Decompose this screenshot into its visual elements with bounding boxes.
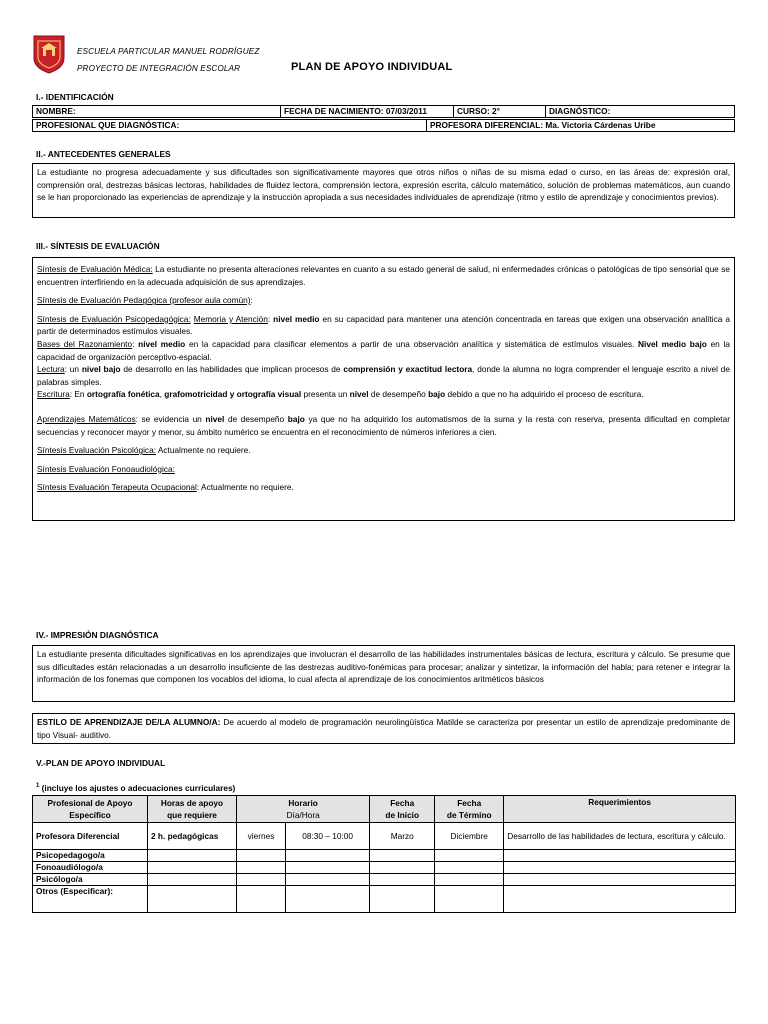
to-label: Síntesis Evaluación Terapeuta Ocupacional bbox=[37, 482, 197, 493]
section-title-antecedentes: II.- ANTECEDENTES GENERALES bbox=[36, 149, 171, 159]
bases-label: Bases del Razonamiento bbox=[37, 338, 133, 349]
row-hora: 08:30 – 10:00 bbox=[286, 823, 370, 850]
header-horario-line2: Día/Hora bbox=[286, 810, 320, 820]
to-paragraph bbox=[37, 481, 730, 494]
empty-cell bbox=[504, 886, 736, 913]
lectura-text-1: : un bbox=[64, 364, 82, 375]
row-inicio: Marzo bbox=[370, 823, 435, 850]
section-title-plan: V.-PLAN DE APOYO INDIVIDUAL bbox=[36, 758, 166, 768]
empty-cell bbox=[504, 874, 736, 886]
empty-cell bbox=[237, 886, 286, 913]
empty-cell bbox=[435, 874, 504, 886]
section-title-identificacion: I.- IDENTIFICACIÓN bbox=[36, 92, 114, 102]
header-termino-line2: de Término bbox=[446, 810, 492, 820]
identification-table bbox=[32, 105, 735, 118]
estilo-label: ESTILO DE APRENDIZAJE DE/LA ALUMNO/A: bbox=[37, 717, 221, 727]
memoria-text: en su capacidad para mantener una atención concentrada en tareas que exigen una observación analítica a partir de determinados estímulos visuales. bbox=[37, 313, 730, 337]
empty-cell bbox=[504, 862, 736, 874]
escritura-bajo: bajo bbox=[428, 389, 446, 400]
bases-text-1: en la capacidad para clasificar elementos a partir de una observación analítica y sistemática de estímulos visuales. bbox=[185, 338, 639, 349]
table-row bbox=[33, 886, 736, 913]
matematicos-nivel: nivel bbox=[205, 413, 225, 424]
table-row bbox=[33, 850, 736, 862]
header-termino bbox=[435, 796, 504, 823]
medica-label: Síntesis de Evaluación Médica: bbox=[37, 264, 153, 274]
bases-colon: : bbox=[132, 338, 139, 349]
escritura-skill-1: ortografía fonética bbox=[86, 389, 160, 400]
identification-table-row2 bbox=[32, 119, 735, 132]
footnote-mark: 1 bbox=[36, 783, 40, 789]
header-inicio bbox=[370, 796, 435, 823]
row-profesional: Profesora Diferencial bbox=[33, 823, 148, 850]
section-title-sintesis: III.- SÍNTESIS DE EVALUACIÓN bbox=[36, 241, 160, 251]
header-horas-line1: Horas de apoyo bbox=[160, 798, 224, 808]
header-horario bbox=[237, 796, 370, 823]
diagnostico-cell: DIAGNÓSTICO: bbox=[546, 106, 735, 118]
empty-cell bbox=[286, 874, 370, 886]
school-crest-logo bbox=[32, 34, 66, 74]
table-row bbox=[33, 862, 736, 874]
row-dia: viernes bbox=[237, 823, 286, 850]
row-horas: 2 h. pedagógicas bbox=[148, 823, 237, 850]
row-profesional: Psicólogo/a bbox=[33, 874, 148, 886]
row-profesional: Fonoaudiólogo/a bbox=[33, 862, 148, 874]
empty-cell bbox=[370, 850, 435, 862]
escritura-skill-2: grafomotricidad y ortografía visual bbox=[164, 389, 302, 400]
lectura-level: nivel bajo bbox=[81, 364, 121, 375]
row-termino: Diciembre bbox=[435, 823, 504, 850]
escritura-paragraph bbox=[37, 388, 730, 401]
empty-cell bbox=[370, 886, 435, 913]
bases-level-2: Nivel medio bajo bbox=[638, 338, 707, 349]
empty-cell bbox=[148, 886, 237, 913]
empty-cell bbox=[237, 850, 286, 862]
impresion-text: La estudiante presenta dificultades significativas en los aprendizajes que involucran el desarrollo de las habilidades instrumentales básicas de lectura, escritura y cálculo. Se presume que sus dificultades están relacionadas a un desarrollo insuficiente de las destrezas auditivo-fonémicas para procesar; analizar y sintetizar, la información del habla; para retener e integrar la información de los fonemas que componen los vocablos del idioma, lo cual afecta al aprendizaje de los conocimientos aritméticos básicos bbox=[37, 649, 730, 685]
header-inicio-line2: de Inicio bbox=[385, 810, 420, 820]
medica-text: La estudiante no presenta alteraciones relevantes en cuanto a su estado general de salud, ni enfermedades crónicas o patológicas de tipo sensorial que se encuentren interfiriendo en la adecuada adquisición de sus aprendizajes. bbox=[37, 264, 730, 287]
psicologica-label: Síntesis Evaluación Psicológica: bbox=[37, 445, 156, 456]
empty-cell bbox=[370, 874, 435, 886]
header-horas bbox=[148, 796, 237, 823]
bases-level-1: nivel medio bbox=[138, 338, 186, 349]
bases-paragraph bbox=[37, 338, 730, 363]
impresion-box bbox=[32, 645, 735, 702]
empty-cell bbox=[370, 862, 435, 874]
header-inicio-line1: Fecha bbox=[390, 798, 415, 808]
escritura-text-4: de desempeño bbox=[368, 389, 429, 400]
lectura-skill: comprensión y exactitud lectora bbox=[343, 364, 473, 375]
fono-label: Síntesis Evaluación Fonoaudiológica: bbox=[37, 463, 175, 474]
row-requerimientos: Desarrollo de las habilidades de lectura, escritura y cálculo. bbox=[504, 823, 736, 850]
empty-cell bbox=[237, 874, 286, 886]
header-profesional-line2: Específico bbox=[69, 810, 111, 820]
psicologica-text: Actualmente no requiere. bbox=[155, 445, 251, 456]
plan-table bbox=[32, 795, 736, 913]
matematicos-bajo: bajo bbox=[287, 413, 305, 424]
plan-note bbox=[36, 780, 235, 794]
nombre-cell: NOMBRE: bbox=[33, 106, 281, 118]
empty-cell bbox=[435, 862, 504, 874]
matematicos-text-2: de desempeño bbox=[224, 413, 288, 424]
row-profesional: Otros (Especificar): bbox=[33, 886, 148, 913]
psico-paragraph bbox=[37, 313, 730, 338]
to-text: : Actualmente no requiere. bbox=[196, 482, 294, 493]
empty-cell bbox=[504, 850, 736, 862]
escritura-text-3: presenta un bbox=[301, 389, 350, 400]
empty-cell bbox=[148, 862, 237, 874]
lectura-text-3: , donde la alumna no logra comprender el lenguaje escrito a nivel de palabras simples. bbox=[37, 364, 730, 387]
profesional-diagnostica-cell: PROFESIONAL QUE DIAGNÓSTICA: bbox=[33, 120, 427, 132]
fono-paragraph bbox=[37, 463, 730, 476]
antecedentes-text: La estudiante no progresa adecuadamente y sus dificultades son significativamente mayores que otros niños o niñas de su misma edad o curso, en las áreas de: expresión oral, comprensión oral, destrezas básicas lectoras, habilidades de fluidez lectora, comprensión lectora, expresión escrita, cálculo matemático, solución de problemas matemáticos, aun cuando se le han proporcionado las experiencias de aprendizaje y la instrucción apropiada a sus necesidades individuales de aprendizaje (ritmo y estilo de aprendizaje y conocimientos previos). bbox=[37, 167, 730, 203]
row-profesional: Psicopedagogo/a bbox=[33, 850, 148, 862]
empty-cell bbox=[435, 886, 504, 913]
escritura-label: Escritura bbox=[37, 389, 70, 400]
estilo-box bbox=[32, 713, 735, 744]
lectura-label: Lectura bbox=[37, 364, 65, 375]
header-profesional-line1: Profesional de Apoyo bbox=[47, 798, 133, 808]
antecedentes-box bbox=[32, 163, 735, 218]
psicologica-paragraph bbox=[37, 444, 730, 457]
memoria-level: nivel medio bbox=[273, 313, 320, 324]
document-title: PLAN DE APOYO INDIVIDUAL bbox=[291, 61, 453, 73]
school-name: ESCUELA PARTICULAR MANUEL RODRÍGUEZ bbox=[77, 47, 260, 56]
pedagogica-paragraph bbox=[37, 294, 730, 307]
psico-label: Síntesis de Evaluación Psicopedagógica: bbox=[37, 313, 191, 324]
empty-cell bbox=[286, 862, 370, 874]
curso-cell: CURSO: 2° bbox=[454, 106, 546, 118]
sintesis-box bbox=[32, 257, 735, 521]
header-horario-line1: Horario bbox=[288, 798, 318, 808]
header-termino-line1: Fecha bbox=[457, 798, 482, 808]
empty-cell bbox=[148, 850, 237, 862]
header-requerimientos: Requerimientos bbox=[504, 796, 736, 823]
header-horas-line2: que requiere bbox=[167, 810, 217, 820]
escritura-nivel: nivel bbox=[349, 389, 369, 400]
table-row bbox=[33, 874, 736, 886]
medica-paragraph bbox=[37, 263, 730, 288]
header-profesional bbox=[33, 796, 148, 823]
matematicos-label: Aprendizajes Matemáticos bbox=[37, 413, 136, 424]
matematicos-paragraph bbox=[37, 413, 730, 438]
empty-cell bbox=[286, 850, 370, 862]
empty-cell bbox=[237, 862, 286, 874]
estilo-text: De acuerdo al modelo de programación neurolingüística Matilde se caracteriza por presentar un estilo de aprendizaje predominante de tipo Visual- auditivo. bbox=[37, 717, 730, 740]
table-row bbox=[33, 823, 736, 850]
bases-text-2: en la capacidad de organización perceptivo-espacial. bbox=[37, 338, 730, 362]
escritura-text-5: debido a que no ha adquirido el proceso de escritura. bbox=[445, 389, 644, 400]
section-title-impresion: IV.- IMPRESIÓN DIAGNÓSTICA bbox=[36, 630, 159, 640]
plan-note-text: (incluye los ajustes o adecuaciones curriculares) bbox=[39, 782, 236, 793]
memoria-colon: : bbox=[267, 313, 274, 324]
matematicos-text-3: ya que no ha adquirido los automatismos de la suma y la resta con reserva, presenta dificultad en completar secuencias y reconocer mayor y menor, su ámbito numérico se encuentra en el reconocimiento de números inferiores a cien. bbox=[37, 413, 730, 437]
lectura-text-2: de desarrollo en las habilidades que implican procesos de bbox=[120, 364, 344, 375]
plan-header-row bbox=[33, 796, 736, 823]
project-name: PROYECTO DE INTEGRACIÓN ESCOLAR bbox=[77, 64, 241, 73]
pedagogica-colon: : bbox=[250, 295, 253, 306]
memoria-label: Memoria y Atención bbox=[193, 313, 268, 324]
empty-cell bbox=[435, 850, 504, 862]
fecha-nacimiento-cell: FECHA DE NACIMIENTO: 07/03/2011 bbox=[281, 106, 454, 118]
escritura-text-2: , bbox=[159, 389, 165, 400]
empty-cell bbox=[148, 874, 237, 886]
escritura-text-1: : En bbox=[69, 389, 87, 400]
empty-cell bbox=[286, 886, 370, 913]
profesora-diferencial-cell: PROFESORA DIFERENCIAL: Ma. Victoria Cárdenas Uribe bbox=[427, 120, 735, 132]
lectura-paragraph bbox=[37, 363, 730, 388]
matematicos-text-1: : se evidencia un bbox=[135, 413, 206, 424]
pedagogica-label: Síntesis de Evaluación Pedagógica (profesor aula común) bbox=[37, 295, 251, 306]
